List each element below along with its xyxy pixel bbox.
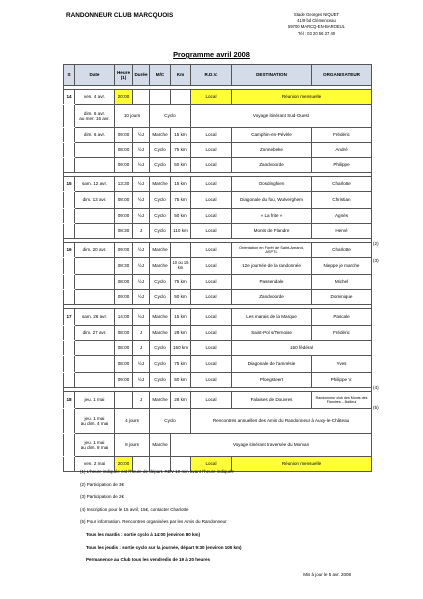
- programme-table: [63, 64, 372, 472]
- club-address: [288, 12, 345, 37]
- km-cell: 75 km: [171, 275, 191, 290]
- time-cell: 08:30: [115, 224, 133, 239]
- rdv-cell: Local: [191, 209, 232, 224]
- date-start: dim. 6 avr.: [83, 110, 106, 116]
- organizer-cell: Nieppe je marche: [312, 258, 372, 275]
- km-cell: [171, 243, 191, 258]
- km-cell: 50 km: [171, 209, 191, 224]
- week-number: 14: [64, 90, 75, 105]
- duration-cell: 4 jours: [115, 409, 150, 434]
- table-row: [64, 341, 372, 356]
- time-cell: 09:00: [115, 373, 133, 388]
- rdv-cell: Local: [191, 341, 232, 356]
- week-number: [64, 290, 75, 305]
- time-cell: 13:30: [115, 177, 133, 192]
- rdv-cell: Local: [191, 457, 232, 472]
- duration-cell: ½J: [133, 290, 150, 305]
- km-cell: 50 km: [171, 158, 191, 173]
- duration-cell: ½J: [133, 192, 150, 209]
- duration-cell: ½J: [133, 258, 150, 275]
- col-header: S: [64, 65, 75, 86]
- date-cell: dim. 6 avr.: [75, 128, 115, 143]
- type-cell: Cyclo: [150, 341, 171, 356]
- time-cell: 08:30: [115, 258, 133, 275]
- rdv-cell: Local: [191, 326, 232, 341]
- date-end: au mer. 16 avr.: [79, 116, 110, 121]
- table-row: [64, 275, 372, 290]
- duration-cell: 8 jours: [115, 434, 150, 457]
- week-number: 15: [64, 177, 75, 192]
- organizer-cell: Charlotte: [312, 243, 372, 258]
- col-header: Heure (1): [115, 65, 133, 86]
- week-number: [64, 275, 75, 290]
- duration-cell: J: [133, 326, 150, 341]
- destination-cell: Diagonale du fou, Wulverghem: [232, 192, 312, 209]
- destination-cell: Ploegsteert: [232, 373, 312, 388]
- type-cell: Cyclo: [150, 158, 171, 173]
- organizer-cell: Hervé: [312, 224, 372, 239]
- club-name: RANDONNEUR CLUB MARCQUOIS: [66, 12, 174, 19]
- date-end: au dim. 4 mai: [80, 421, 109, 426]
- rdv-cell: Local: [191, 373, 232, 388]
- date-cell: sam. 12 avr.: [75, 177, 115, 192]
- date-start: jeu. 1 mai: [84, 415, 105, 421]
- km-cell: 75 km: [171, 143, 191, 158]
- week-number: [64, 356, 75, 373]
- date-start: jeu. 1 mai: [84, 439, 105, 445]
- address-line: 59700 MARCQ-EN-BAROEUL: [287, 24, 345, 30]
- time-cell: [115, 392, 133, 409]
- footnote-ref: (3): [373, 258, 379, 263]
- time-cell: 08:00: [115, 356, 133, 373]
- duration-cell: J: [133, 224, 150, 239]
- type-cell: [150, 90, 171, 105]
- rdv-cell: Local: [191, 177, 232, 192]
- duration-cell: ½J: [133, 209, 150, 224]
- time-cell: 20:00: [115, 90, 133, 105]
- date-cell: dim. 20 avr.: [75, 243, 115, 258]
- destination-cell: Rencontres annuelles des Amis du Randonneur à Auxy-le-Château: [191, 409, 372, 434]
- organizer-cell: Pascale: [312, 309, 372, 326]
- rdv-cell: Local: [191, 309, 232, 326]
- col-header: Durée: [133, 65, 150, 86]
- rdv-cell: Local: [191, 128, 232, 143]
- rdv-cell: Local: [191, 258, 232, 275]
- destination-cell: Voyage itinérant Sud-Ouest: [191, 105, 372, 128]
- km-cell: 15 km: [171, 177, 191, 192]
- date-cell: [75, 105, 115, 128]
- km-cell: 50 km: [171, 373, 191, 388]
- recurring-info: Tous les mardis : sortie cyclo à 14:00 (environ 80 km): [86, 531, 200, 537]
- time-cell: 09:00: [115, 243, 133, 258]
- destination-cell: Diagonale de l'amnésie: [232, 356, 312, 373]
- rdv-cell: Local: [191, 392, 232, 409]
- date-end: au dim. 8 mai: [80, 445, 109, 450]
- date-cell: dim. 27 avr.: [75, 326, 115, 341]
- destination-cell: Les marais de la Marque: [232, 309, 312, 326]
- week-number: [64, 434, 75, 457]
- week-number: [64, 373, 75, 388]
- organizer-cell: Dominique: [312, 290, 372, 305]
- date-cell: [75, 143, 115, 158]
- table-row: [64, 105, 372, 128]
- week-number: [64, 326, 75, 341]
- organizer-cell: Yves: [312, 356, 372, 373]
- organizer-cell: Christian: [312, 192, 372, 209]
- rdv-cell: Local: [191, 192, 232, 209]
- date-cell: dim. 13 avr.: [75, 192, 115, 209]
- week-number: 18: [64, 392, 75, 409]
- date-cell: [75, 275, 115, 290]
- time-cell: 08:00: [115, 192, 133, 209]
- col-header: Km: [171, 65, 191, 86]
- destination-cell: Réunion mensuelle: [232, 457, 372, 472]
- footnote: (5) Pour information. Rencontres organisées par les Amis du Randonneur: [80, 519, 227, 525]
- table-row: [64, 90, 372, 105]
- time-cell: 09:00: [115, 290, 133, 305]
- duration-cell: J: [133, 392, 150, 409]
- type-cell: Marche: [150, 392, 171, 409]
- time-cell: 09:00: [115, 209, 133, 224]
- km-cell: [171, 90, 191, 105]
- type-cell: Cyclo: [150, 409, 191, 434]
- footnote: (2) Participation de 3€: [80, 481, 125, 487]
- col-header: Date: [75, 65, 115, 86]
- footnote: (3) Participation de 2€: [80, 494, 125, 500]
- time-cell: 08:00: [115, 143, 133, 158]
- type-cell: Cyclo: [150, 356, 171, 373]
- rdv-cell: Local: [191, 90, 232, 105]
- type-cell: Cyclo: [150, 224, 171, 239]
- type-cell: Marche: [150, 258, 171, 275]
- destination-cell: Zandvoorde: [232, 158, 312, 173]
- destination-cell: Passendale: [232, 275, 312, 290]
- table-row: [64, 326, 372, 341]
- time-cell: 08:00: [115, 341, 133, 356]
- destination-cell: 150 fédéral: [232, 341, 372, 356]
- table-row: [64, 209, 372, 224]
- col-header: M/C: [150, 65, 171, 86]
- destination-cell: « La frite »: [232, 209, 312, 224]
- footnote-ref: (5): [373, 405, 379, 410]
- table-row: [64, 258, 372, 275]
- date-cell: [75, 434, 115, 457]
- table-row: [64, 309, 372, 326]
- week-number: [64, 341, 75, 356]
- destination-cell: Zonnebeke: [232, 143, 312, 158]
- date-cell: [75, 290, 115, 305]
- type-cell: Marche: [150, 177, 171, 192]
- destination-cell: Camphin-en-Pévèle: [232, 128, 312, 143]
- rdv-cell: Local: [191, 158, 232, 173]
- type-cell: Cyclo: [150, 209, 171, 224]
- destination-cell: Voyage itinérant traversée du Morvan: [171, 434, 372, 457]
- organizer-cell: Randonneur club des Monts des Flandres – Bailleul: [312, 392, 372, 409]
- date-cell: [75, 224, 115, 239]
- table-row: [64, 290, 372, 305]
- duration-cell: J: [133, 341, 150, 356]
- rdv-cell: Local: [191, 243, 232, 258]
- destination-cell: Monts de Flandre: [232, 224, 312, 239]
- duration-cell: ½J: [133, 309, 150, 326]
- organizer-cell: Charlotte: [312, 177, 372, 192]
- destination-cell: Saint-Pol s/Ternoise: [232, 326, 312, 341]
- type-cell: Cyclo: [150, 373, 171, 388]
- week-number: [64, 457, 75, 472]
- rdv-cell: Local: [191, 356, 232, 373]
- km-cell: 15 km: [171, 309, 191, 326]
- rdv-cell: Local: [191, 143, 232, 158]
- address-line: Tél : 03 20 56 37 40: [297, 30, 336, 36]
- footnote-ref: (2): [373, 241, 379, 246]
- km-cell: 28 km: [171, 326, 191, 341]
- table-row: [64, 143, 372, 158]
- time-cell: 09:00: [115, 158, 133, 173]
- km-cell: 110 km: [171, 224, 191, 239]
- week-number: [64, 128, 75, 143]
- footnotes: [80, 466, 241, 567]
- time-cell: 14:00: [115, 309, 133, 326]
- organizer-cell: Michel: [312, 275, 372, 290]
- col-header: R.D.V.: [191, 65, 232, 86]
- destination-cell: Falaises de Douvres: [232, 392, 312, 409]
- type-cell: Cyclo: [150, 105, 191, 128]
- destination-cell: Réunion mensuelle: [232, 90, 372, 105]
- km-cell: 15 km: [171, 128, 191, 143]
- week-number: [64, 224, 75, 239]
- type-cell: Marche: [150, 309, 171, 326]
- recurring-info: Permanence au Club tous les vendredis de 19 à 20 heures: [86, 557, 211, 563]
- date-cell: [75, 409, 115, 434]
- last-updated: Mis à jour le 5 avr. 2008: [303, 572, 351, 577]
- duration-cell: ½J: [133, 373, 150, 388]
- km-cell: 10 ou 15 km: [171, 258, 191, 275]
- recurring-info: Tous les jeudis : sortie cyclo sur la journée, départ 9:30 (environ 100 km): [86, 544, 242, 550]
- type-cell: Cyclo: [150, 275, 171, 290]
- organizer-cell: Frédéric: [312, 326, 372, 341]
- programme-title: Programme avril 2008: [173, 50, 250, 59]
- table-row: [64, 224, 372, 239]
- type-cell: Marche: [150, 243, 171, 258]
- organizer-cell: Frédéric: [312, 128, 372, 143]
- week-number: [64, 158, 75, 173]
- table-row: [64, 158, 372, 173]
- date-cell: [75, 158, 115, 173]
- type-cell: Marche: [150, 128, 171, 143]
- time-cell: 09:00: [115, 128, 133, 143]
- duration-cell: ½J: [133, 128, 150, 143]
- organizer-cell: Agnès: [312, 209, 372, 224]
- duration-cell: 10 jours: [115, 105, 150, 128]
- rdv-cell: Local: [191, 224, 232, 239]
- duration-cell: ½J: [133, 275, 150, 290]
- table-row: [64, 192, 372, 209]
- address-line: 41/9 bd Clémenceau: [297, 18, 336, 24]
- rdv-cell: Local: [191, 290, 232, 305]
- table-row: [64, 356, 372, 373]
- type-cell: Marche: [150, 326, 171, 341]
- duration-cell: ½J: [133, 356, 150, 373]
- destination-cell: 12e journée de la randonnée: [232, 258, 312, 275]
- week-number: [64, 105, 75, 128]
- col-header: DESTINATION: [232, 65, 312, 86]
- week-number: [64, 409, 75, 434]
- date-cell: sam. 26 avr.: [75, 309, 115, 326]
- table-row: [64, 392, 372, 409]
- table-row: [64, 373, 372, 388]
- week-number: [64, 192, 75, 209]
- destination-cell: Oosdinghien: [232, 177, 312, 192]
- km-cell: 75 km: [171, 192, 191, 209]
- type-cell: Cyclo: [150, 192, 171, 209]
- organizer-cell: Philippe: [312, 158, 372, 173]
- type-cell: Marche: [150, 434, 171, 457]
- km-cell: 150 km: [171, 341, 191, 356]
- table-row: [64, 177, 372, 192]
- date-cell: [75, 373, 115, 388]
- km-cell: 75 km: [171, 356, 191, 373]
- week-number: 17: [64, 309, 75, 326]
- col-header: ORGANISATEUR: [312, 65, 372, 86]
- week-number: [64, 143, 75, 158]
- time-cell: 20:00: [115, 457, 133, 472]
- rdv-cell: Local: [191, 275, 232, 290]
- duration-cell: ½J: [133, 143, 150, 158]
- footnote: (4) Inscription pour le 15 avril, 15€, contacter Charlotte: [80, 506, 189, 512]
- date-cell: jeu. 1 mai: [75, 392, 115, 409]
- time-cell: 08:00: [115, 275, 133, 290]
- table-header-row: [64, 65, 372, 86]
- duration-cell: ½J: [133, 158, 150, 173]
- destination-cell: Orientation en Forêt de Saint-Amand, ASPTL: [232, 243, 312, 258]
- type-cell: Cyclo: [150, 143, 171, 158]
- footnote: (1) L'heure indiquée est l'heure de départ. RDV 10 min avant l'heure indiquée: [80, 469, 234, 474]
- organizer-cell: Philippe V.: [312, 373, 372, 388]
- table-row: [64, 409, 372, 434]
- organizer-cell: André: [312, 143, 372, 158]
- duration-cell: ½J: [133, 177, 150, 192]
- date-cell: [75, 341, 115, 356]
- table-row: [64, 128, 372, 143]
- table-row: [64, 243, 372, 258]
- type-cell: Cyclo: [150, 290, 171, 305]
- destination-cell: Zandvoorde: [232, 290, 312, 305]
- week-number: [64, 258, 75, 275]
- date-cell: [75, 209, 115, 224]
- week-number: [64, 209, 75, 224]
- table-row: [64, 434, 372, 457]
- week-number: 16: [64, 243, 75, 258]
- date-cell: ven. 4 avr.: [75, 90, 115, 105]
- km-cell: 28 km: [171, 392, 191, 409]
- km-cell: 50 km: [171, 290, 191, 305]
- date-cell: [75, 356, 115, 373]
- date-cell: ven. 2 mai: [75, 457, 115, 472]
- duration-cell: ½J: [133, 243, 150, 258]
- footnote-ref: (4): [373, 385, 379, 390]
- address-line: Stade Georges NIQUET: [293, 12, 340, 17]
- time-cell: 08:00: [115, 326, 133, 341]
- date-cell: [75, 258, 115, 275]
- duration-cell: [133, 90, 150, 105]
